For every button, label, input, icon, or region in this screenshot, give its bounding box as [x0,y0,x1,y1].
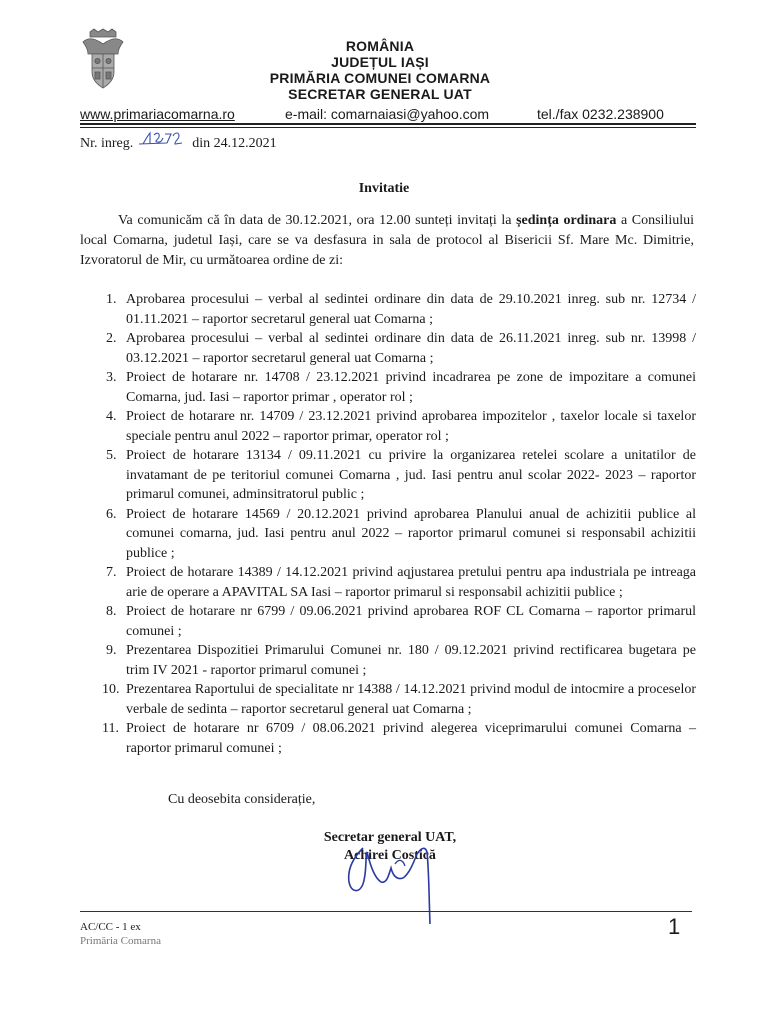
header-county: JUDEȚUL IAȘI [331,54,429,70]
document-title: Invitatie [358,181,410,196]
agenda-item [80,407,696,446]
agenda-item-number: 11. [102,721,119,736]
closing-salutation: Cu deosebita considerație, [168,792,316,807]
intro-text-bold: ședința ordinara [516,213,617,228]
agenda-item [80,290,696,329]
header-divider-thin [80,127,696,128]
handwritten-number-icon [137,131,189,147]
header-country: ROMÂNIA [345,38,415,54]
page-number: 1 [668,914,681,939]
agenda-list [80,290,696,758]
intro-text-start: Va comunicăm că în data de 30.12.2021, ora 12.00 sunteți invitați la [118,213,517,228]
footer-divider [80,911,692,912]
agenda-item-number: 3. [106,370,117,385]
agenda-item-number: 4. [106,409,117,424]
phone-number: tel./fax 0232.238900 [537,106,664,122]
footer-organization: Primăria Comarna [80,935,161,947]
signature-role: Secretar general UAT, [323,830,457,845]
website-link[interactable]: www.primariacomarna.ro [80,106,235,122]
agenda-item [80,446,696,505]
agenda-item-text: Proiect de hotarare 14389 / 14.12.2021 privind aqjustarea pretului pentru apa industriala pe intreaga arie de operare a APAVITAL SA Iasi – raportor primarul si responsabil achizitii publice ; [126,565,696,600]
agenda-item-text: Prezentarea Dispozitiei Primarului Comunei nr. 180 / 09.12.2021 privind rectificarea bugetara pe trim IV 2021 - raportor primarul comunei ; [126,643,696,678]
agenda-item-number: 8. [106,604,117,619]
agenda-item-text: Proiect de hotarare nr. 14708 / 23.12.2021 privind incadrarea pe zone de impozitare a comunei Comarna, jud. Iasi – raportor primar , operator rol ; [126,370,696,405]
agenda-item [80,602,696,641]
header-institution: PRIMĂRIA COMUNEI COMARNA [269,70,491,86]
agenda-item-text: Aprobarea procesului – verbal al sedintei ordinare din data de 29.10.2021 inreg. sub nr. 12734 / 01.11.2021 – raportor secretarul general uat Comarna ; [126,292,696,327]
agenda-item-text: Proiect de hotarare 13134 / 09.11.2021 cu privire la organizarea retelei scolare a unitatilor de invatamant de pe teritoriul comunei Comarna , jud. Iasi pentru anul scolar 2022- 2023 – raportor primarul comunei, adminsitratorul public ; [126,448,696,502]
agenda-item [80,641,696,680]
email-address: e-mail: comarnaiasi@yahoo.com [285,106,490,122]
registration-prefix: Nr. inreg. [80,136,134,151]
agenda-item-number: 9. [106,643,117,658]
footer-code: AC/CC - 1 ex [80,921,141,933]
agenda-item-number: 5. [106,448,117,463]
intro-text-end: a Consiliului local Comarna, judetul Iași, care se va desfasura in sala de protocol al Bisericii Sf. Mare Mc. Dimitrie, Izvoratorul de Mir, cu următoarea ordine de zi: [80,213,695,268]
agenda-item-text: Proiect de hotarare 14569 / 20.12.2021 privind aprobarea Planului anual de achizitii publice al comunei comarna, jud. Iasi pentru anul 2022 – raportor primarul comunei si responsabil achizitii publice ; [126,506,696,561]
agenda-item-text: Proiect de hotarare nr 6799 / 09.06.2021 privind aprobarea ROF CL Comarna – raportor primarul comunei ; [126,604,696,639]
agenda-item-number: 10. [102,682,120,697]
registration-line [80,131,277,152]
agenda-item-number: 6. [106,506,117,522]
agenda-item [80,329,696,368]
agenda-item [80,719,696,758]
agenda-item-text: Proiect de hotarare nr. 14709 / 23.12.2021 privind aprobarea impozitelor , taxelor locale si taxelor speciale pentru anul 2022 – raportor primar, operator rol ; [126,409,696,444]
handwritten-signature-icon [335,838,455,928]
intro-paragraph [80,211,694,271]
agenda-item [80,368,696,407]
agenda-item-text: Prezentarea Raportului de specialitate nr 14388 / 14.12.2021 privind modul de intocmire a proceselor verbale de sedinta – raportor secretarul general uat Comarna ; [126,682,696,717]
agenda-item-number: 1. [106,292,117,307]
header-divider [80,123,696,125]
coat-of-arms-icon [80,28,126,90]
agenda-item-number: 2. [106,331,117,346]
agenda-item-text: Proiect de hotarare nr 6709 / 08.06.2021 privind alegerea viceprimarului comunei Comarna – raportor primarul comunei ; [126,721,696,756]
signature-name: Achirei Costică [344,848,436,863]
agenda-item [80,563,696,602]
registration-date: din 24.12.2021 [192,136,277,151]
header-office: SECRETAR GENERAL UAT [288,86,472,102]
agenda-item-number: 7. [106,565,117,580]
agenda-item [80,505,696,564]
agenda-item-text: Aprobarea procesului – verbal al sedintei ordinare din data de 26.11.2021 inreg. sub nr. 13998 / 03.12.2021 – raportor secretarul general uat Comarna ; [126,331,696,366]
registration-number-handwritten [137,131,189,152]
agenda-item [80,680,696,719]
